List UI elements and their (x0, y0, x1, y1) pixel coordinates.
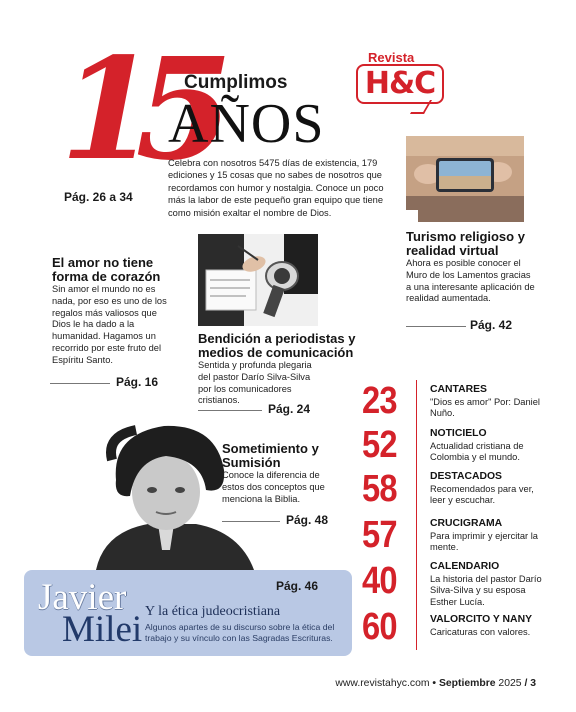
index-desc-cantares: "Dios es amor" Por: Daniel Nuño. (430, 397, 540, 419)
article-amor-title: El amor no tiene forma de corazón (52, 255, 161, 284)
article-turismo-rule (406, 326, 466, 327)
anniversary-page-ref[interactable]: Pág. 26 a 34 (64, 190, 133, 204)
article-amor-body: Sin amor el mundo no es nada, por eso es uno de los regalos más valiosos que Dios le ha dado a la humanidad. Hagamos un recorrido por este fruto del Espíritu Santo. (52, 284, 167, 365)
anniversary-title-top: Cumplimos (184, 72, 288, 93)
article-periodistas-page-ref[interactable]: Pág. 24 (268, 402, 311, 416)
footer-bullet: • (432, 678, 437, 689)
article-sometimiento-title: Sometimiento y Sumisión (222, 441, 319, 470)
article-turismo-page-ref[interactable]: Pág. 42 (470, 318, 513, 332)
article-amor-rule (50, 383, 110, 384)
featured-name-first: Javier (38, 577, 127, 618)
index-number[interactable]: 60 (362, 606, 397, 648)
footer-slash: / (524, 678, 528, 689)
footer-page-number: 3 (530, 678, 536, 689)
logo-letters: H&C (364, 66, 436, 101)
index-title-noticielo[interactable]: NOTICIELO (430, 428, 487, 439)
article-sometimiento-body: Conoce la diferencia de estos dos conceptos que menciona la Biblia. (222, 470, 325, 504)
press-photo (198, 234, 318, 326)
anniversary-title-main: AÑOS (168, 93, 325, 155)
page-footer (300, 678, 536, 689)
featured-page-ref[interactable]: Pág. 46 (276, 579, 319, 593)
article-turismo-title: Turismo religioso y realidad virtual (406, 229, 525, 258)
article-periodistas-title: Bendición a periodistas y medios de comunicación (198, 331, 356, 360)
index-desc-calendario: La historia del pastor Darío Silva-Silva y su esposa Esther Lucía. (430, 574, 542, 607)
footer-year: 2025 (498, 678, 522, 689)
index-desc-noticielo: Actualidad cristiana de Colombia y el mundo. (430, 441, 524, 463)
index-desc-valorcito: Caricaturas con valores. (430, 627, 531, 637)
anniversary-number: 15 (60, 28, 211, 192)
article-periodistas-body: Sentida y profunda plegaria del pastor Darío Silva-Silva por los comunicadores cristianos. (198, 360, 312, 406)
index-number[interactable]: 58 (362, 468, 397, 510)
index-desc-destacados: Recomendados para ver, leer y escuchar. (430, 484, 534, 506)
index-title-cantares[interactable]: CANTARES (430, 384, 487, 395)
logo-revista-text: Revista (368, 50, 415, 65)
index-title-valorcito[interactable]: VALORCITO Y NANY (430, 614, 532, 625)
article-turismo-body: Ahora es posible conocer el Muro de los Lamentos gracias a una interesante aplicación de realidad aumentada. (406, 258, 535, 304)
index-number[interactable]: 52 (362, 424, 397, 466)
index-title-calendario[interactable]: CALENDARIO (430, 561, 500, 572)
article-sometimiento-rule (222, 521, 280, 522)
featured-name-last: Milei (62, 609, 143, 650)
tourism-photo (406, 136, 524, 222)
index-divider (416, 380, 417, 650)
featured-subtitle: Y la ética judeocristiana (145, 604, 281, 619)
footer-site[interactable]: www.revistahyc.com (335, 678, 430, 689)
featured-description: Algunos apartes de su discurso sobre la ética del trabajo y su vínculo con las Sagradas Escrituras. (145, 622, 335, 643)
footer-month: Septiembre (438, 678, 496, 689)
index-desc-crucigrama: Para imprimir y ejercitar la mente. (430, 531, 538, 553)
index-number[interactable]: 40 (362, 560, 397, 602)
index-number[interactable]: 23 (362, 380, 397, 422)
anniversary-description: Celebra con nosotros 5475 días de existencia, 179 ediciones y 15 cosas que no sabes de nosotros que recordamos con humor y nostalgia. Conoce un poco más la labor de este pequeño gran equipo que tiene como misión exaltar el nombre de Dios. (168, 158, 384, 218)
article-periodistas-rule (198, 410, 262, 411)
index-title-crucigrama[interactable]: CRUCIGRAMA (430, 518, 503, 529)
article-amor-page-ref[interactable]: Pág. 16 (116, 375, 159, 389)
index-title-destacados[interactable]: DESTACADOS (430, 471, 502, 482)
index-number[interactable]: 57 (362, 514, 397, 556)
article-sometimiento-page-ref[interactable]: Pág. 48 (286, 513, 329, 527)
